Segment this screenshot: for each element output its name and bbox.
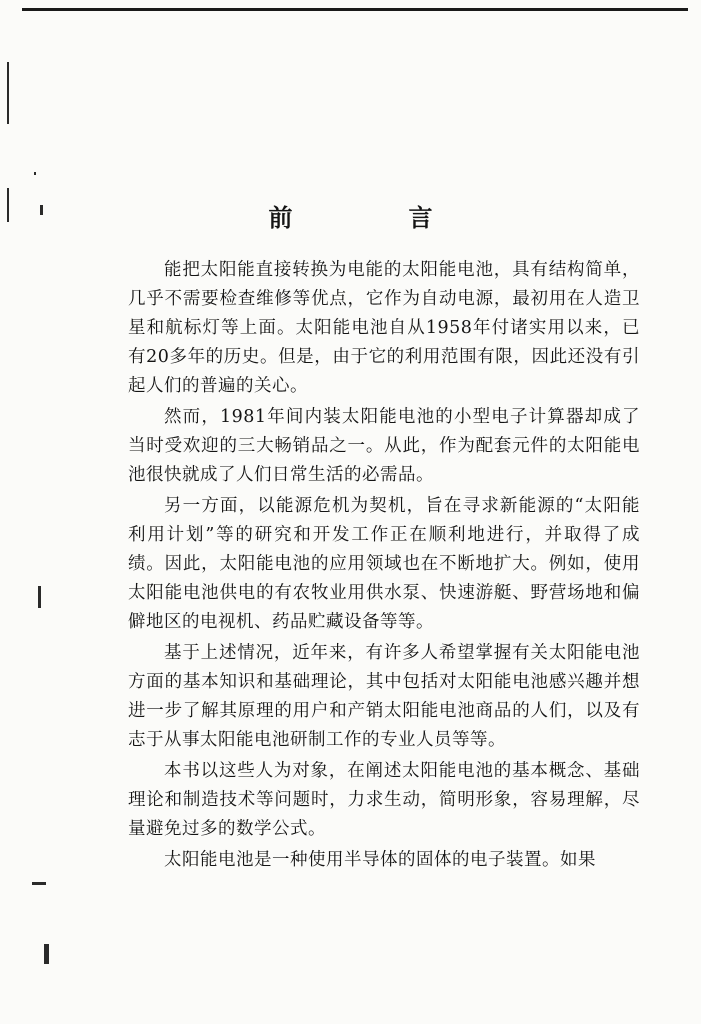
top-border-rule [22, 8, 688, 11]
page-title: 前 言 [268, 203, 479, 232]
paragraph-1: 能把太阳能直接转换为电能的太阳能电池，具有结构简单，几乎不需要检查维修等优点，它作为自动电源，最初用在人造卫星和航标灯等上面。太阳能电池自从1958年付诸实用以来，已有20多年的历史。但是，由于它的利用范围有限，因此还没有引起人们的普遍的关心。 [128, 260, 640, 396]
preface-body [128, 256, 640, 875]
scan-margin-mark [34, 172, 36, 175]
scan-margin-mark [38, 586, 41, 608]
paragraph-3: 另一方面，以能源危机为契机，旨在寻求新能源的“太阳能利用计划”等的研究和开发工作正在顺利地进行，并取得了成绩。因此，太阳能电池的应用领域也在不断地扩大。例如，使用太阳能电池供电的有农牧业用供水泵、快速游艇、野营场地和偏僻地区的电视机、药品贮藏设备等等。 [128, 496, 640, 632]
paragraph-4: 基于上述情况，近年来，有许多人希望掌握有关太阳能电池方面的基本知识和基础理论，其中包括对太阳能电池感兴趣并想进一步了解其原理的用户和产销太阳能电池商品的人们，以及有志于从事太阳能电池研制工作的专业人员等等。 [128, 643, 640, 750]
paragraph-5: 本书以这些人为对象，在阐述太阳能电池的基本概念、基础理论和制造技术等问题时，力求生动，简明形象，容易理解，尽量避免过多的数学公式。 [128, 761, 640, 839]
scan-margin-mark [32, 882, 46, 885]
paragraph-6: 太阳能电池是一种使用半导体的固体的电子装置。如果 [164, 850, 596, 870]
paragraph-2: 然而，1981年间内装太阳能电池的小型电子计算器却成了当时受欢迎的三大畅销品之一。从此，作为配套元件的太阳能电池很快就成了人们日常生活的必需品。 [128, 407, 640, 485]
scan-margin-mark [7, 62, 9, 124]
scan-margin-mark [44, 944, 49, 964]
